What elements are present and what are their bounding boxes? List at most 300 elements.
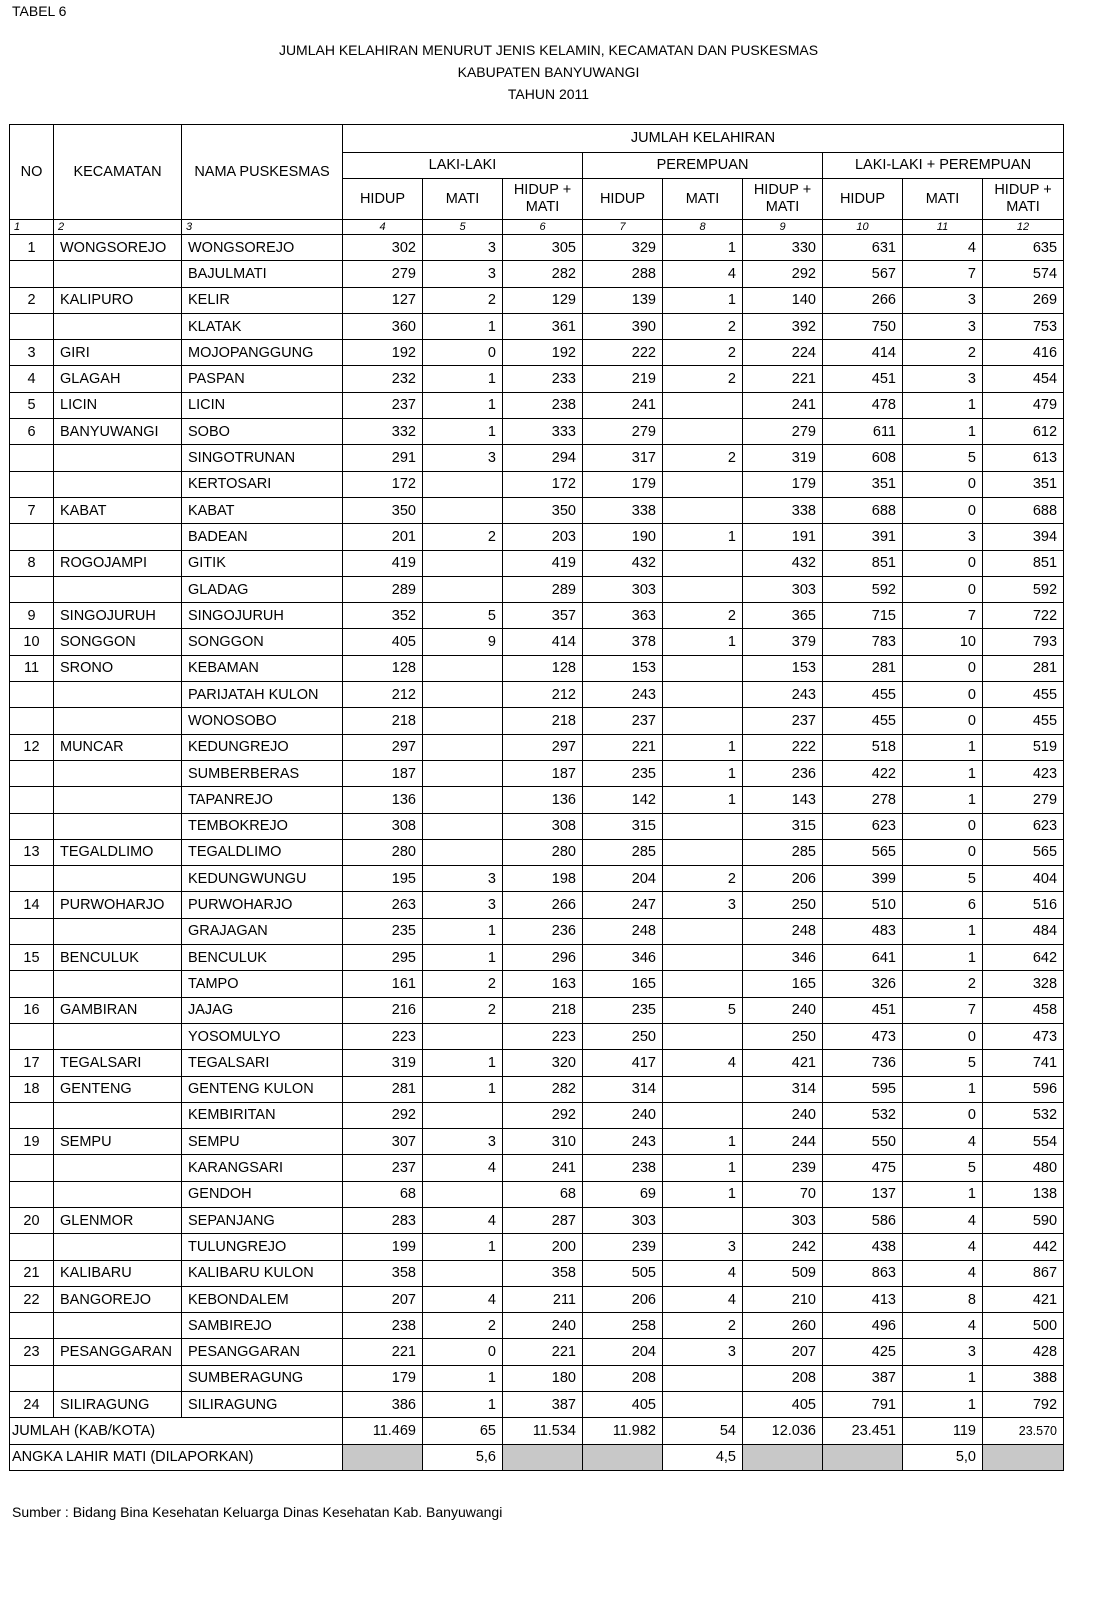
table-row	[10, 1181, 1064, 1207]
row-kecamatan	[54, 918, 182, 944]
row-value: 4	[663, 1286, 743, 1312]
row-value: 279	[343, 261, 423, 287]
row-value: 518	[823, 734, 903, 760]
row-value: 238	[583, 1155, 663, 1181]
row-value: 3	[903, 287, 983, 313]
table-row	[10, 839, 1064, 865]
row-puskesmas: WONGSOREJO	[182, 235, 343, 261]
row-value: 260	[743, 1313, 823, 1339]
row-value: 308	[343, 813, 423, 839]
row-value: 187	[343, 760, 423, 786]
row-kecamatan: KALIBARU	[54, 1260, 182, 1286]
column-number: 8	[663, 220, 743, 235]
row-puskesmas: JAJAG	[182, 997, 343, 1023]
row-value: 218	[503, 708, 583, 734]
row-value: 358	[343, 1260, 423, 1286]
row-value: 792	[983, 1392, 1064, 1418]
row-kecamatan: TEGALDLIMO	[54, 839, 182, 865]
row-value: 736	[823, 1050, 903, 1076]
row-puskesmas: SUMBERAGUNG	[182, 1365, 343, 1391]
table-row	[10, 655, 1064, 681]
row-value: 519	[983, 734, 1064, 760]
row-kecamatan: ROGOJAMPI	[54, 550, 182, 576]
header-hidup-mati: HIDUP + MATI	[743, 179, 823, 220]
row-puskesmas: KLATAK	[182, 313, 343, 339]
table-row	[10, 682, 1064, 708]
table-row	[10, 1313, 1064, 1339]
total-cell: 119	[903, 1418, 983, 1444]
row-value: 7	[903, 261, 983, 287]
row-value: 346	[743, 945, 823, 971]
row-value	[663, 419, 743, 445]
row-puskesmas: SAMBIREJO	[182, 1313, 343, 1339]
row-value: 378	[583, 629, 663, 655]
row-value: 4	[903, 1313, 983, 1339]
table-row	[10, 550, 1064, 576]
row-value: 269	[983, 287, 1064, 313]
empty-cell	[583, 1444, 663, 1470]
row-value: 163	[503, 971, 583, 997]
row-puskesmas: KELIR	[182, 287, 343, 313]
row-value	[423, 1023, 503, 1049]
row-value: 1	[663, 1129, 743, 1155]
row-value: 192	[343, 340, 423, 366]
row-value	[663, 550, 743, 576]
table-row	[10, 576, 1064, 602]
title-line-2: KABUPATEN BANYUWANGI	[457, 64, 640, 80]
row-value: 219	[583, 366, 663, 392]
row-value: 319	[343, 1050, 423, 1076]
row-value: 172	[503, 471, 583, 497]
row-value: 280	[503, 839, 583, 865]
row-value: 241	[503, 1155, 583, 1181]
row-value: 0	[903, 708, 983, 734]
table-row	[10, 813, 1064, 839]
row-value: 851	[983, 550, 1064, 576]
row-value: 3	[903, 366, 983, 392]
row-value: 510	[823, 892, 903, 918]
row-value: 0	[903, 576, 983, 602]
table-row	[10, 892, 1064, 918]
row-value: 128	[343, 655, 423, 681]
row-kecamatan	[54, 261, 182, 287]
row-value: 208	[743, 1365, 823, 1391]
row-value: 516	[983, 892, 1064, 918]
row-value: 68	[343, 1181, 423, 1207]
row-value: 2	[903, 340, 983, 366]
row-value: 3	[663, 1339, 743, 1365]
row-value: 753	[983, 313, 1064, 339]
row-value: 623	[823, 813, 903, 839]
row-value: 128	[503, 655, 583, 681]
row-puskesmas: GRAJAGAN	[182, 918, 343, 944]
row-value: 308	[503, 813, 583, 839]
row-value: 143	[743, 787, 823, 813]
row-value: 139	[583, 287, 663, 313]
column-number: 9	[743, 220, 823, 235]
row-value: 425	[823, 1339, 903, 1365]
row-no	[10, 813, 54, 839]
total-cell: 11.469	[343, 1418, 423, 1444]
row-value: 2	[423, 524, 503, 550]
table-row	[10, 708, 1064, 734]
title-line-1: JUMLAH KELAHIRAN MENURUT JENIS KELAMIN, KECAMATAN DAN PUSKESMAS	[278, 42, 819, 58]
row-value: 1	[423, 918, 503, 944]
row-value: 242	[743, 1234, 823, 1260]
row-value	[663, 655, 743, 681]
row-kecamatan: GLENMOR	[54, 1207, 182, 1233]
row-no: 1	[10, 235, 54, 261]
row-value: 394	[983, 524, 1064, 550]
header-hidup: HIDUP	[583, 179, 663, 220]
total-cell: 23.451	[823, 1418, 903, 1444]
row-value: 221	[743, 366, 823, 392]
row-value: 207	[743, 1339, 823, 1365]
row-value	[423, 550, 503, 576]
row-value: 574	[983, 261, 1064, 287]
row-kecamatan	[54, 524, 182, 550]
row-no: 22	[10, 1286, 54, 1312]
row-value: 4	[663, 261, 743, 287]
table-row	[10, 945, 1064, 971]
row-value: 386	[343, 1392, 423, 1418]
row-value: 1	[423, 1050, 503, 1076]
row-value: 479	[983, 392, 1064, 418]
row-value	[663, 708, 743, 734]
row-kecamatan: BENCULUK	[54, 945, 182, 971]
row-value: 352	[343, 603, 423, 629]
row-value: 361	[503, 313, 583, 339]
row-value: 554	[983, 1129, 1064, 1155]
row-value: 70	[743, 1181, 823, 1207]
row-value: 329	[583, 235, 663, 261]
row-value: 404	[983, 866, 1064, 892]
row-value: 129	[503, 287, 583, 313]
row-value: 297	[343, 734, 423, 760]
row-value	[663, 1102, 743, 1128]
row-puskesmas: KEDUNGREJO	[182, 734, 343, 760]
row-value: 793	[983, 629, 1064, 655]
row-value: 454	[983, 366, 1064, 392]
row-value	[423, 1102, 503, 1128]
row-value: 405	[583, 1392, 663, 1418]
row-value: 240	[503, 1313, 583, 1339]
row-value: 287	[503, 1207, 583, 1233]
row-value: 863	[823, 1260, 903, 1286]
column-number: 6	[503, 220, 583, 235]
row-kecamatan: SEMPU	[54, 1129, 182, 1155]
row-value: 422	[823, 760, 903, 786]
row-puskesmas: SEPANJANG	[182, 1207, 343, 1233]
row-value: 451	[823, 366, 903, 392]
row-value: 592	[823, 576, 903, 602]
row-value: 281	[823, 655, 903, 681]
row-value: 1	[423, 419, 503, 445]
row-kecamatan	[54, 866, 182, 892]
row-value	[663, 918, 743, 944]
row-kecamatan	[54, 1313, 182, 1339]
total-cell: 65	[423, 1418, 503, 1444]
row-value: 4	[903, 1260, 983, 1286]
row-value: 191	[743, 524, 823, 550]
row-value: 390	[583, 313, 663, 339]
row-kecamatan	[54, 1181, 182, 1207]
table-row	[10, 419, 1064, 445]
total-row	[10, 1418, 1064, 1444]
table-row	[10, 1234, 1064, 1260]
table-row	[10, 340, 1064, 366]
row-value: 3	[423, 445, 503, 471]
row-value: 7	[903, 997, 983, 1023]
row-value: 200	[503, 1234, 583, 1260]
row-value: 216	[343, 997, 423, 1023]
row-value: 417	[583, 1050, 663, 1076]
row-value: 3	[663, 892, 743, 918]
row-puskesmas: PESANGGARAN	[182, 1339, 343, 1365]
row-no	[10, 1181, 54, 1207]
row-value: 4	[903, 235, 983, 261]
row-value: 4	[903, 1129, 983, 1155]
header-hidup-mati: HIDUP + MATI	[503, 179, 583, 220]
row-no: 21	[10, 1260, 54, 1286]
row-value: 250	[743, 892, 823, 918]
header-mati: MATI	[423, 179, 503, 220]
row-value: 2	[663, 1313, 743, 1339]
row-value: 10	[903, 629, 983, 655]
row-value	[663, 471, 743, 497]
row-value: 741	[983, 1050, 1064, 1076]
row-puskesmas: SINGOTRUNAN	[182, 445, 343, 471]
row-value: 240	[743, 997, 823, 1023]
row-value: 387	[823, 1365, 903, 1391]
row-value: 1	[903, 760, 983, 786]
row-value: 3	[423, 235, 503, 261]
row-value: 239	[583, 1234, 663, 1260]
row-no: 6	[10, 419, 54, 445]
row-value	[423, 576, 503, 602]
header-jumlah-kelahiran: JUMLAH KELAHIRAN	[343, 125, 1064, 153]
row-kecamatan	[54, 1365, 182, 1391]
row-kecamatan: SRONO	[54, 655, 182, 681]
row-value: 358	[503, 1260, 583, 1286]
row-no	[10, 787, 54, 813]
row-puskesmas: KEBONDALEM	[182, 1286, 343, 1312]
title-line-3: TAHUN 2011	[507, 86, 590, 102]
row-value: 1	[663, 1155, 743, 1181]
row-value: 303	[583, 1207, 663, 1233]
row-value	[663, 1023, 743, 1049]
row-value: 455	[823, 682, 903, 708]
row-no	[10, 576, 54, 602]
row-value: 360	[343, 313, 423, 339]
table-row	[10, 1102, 1064, 1128]
empty-cell	[823, 1444, 903, 1470]
row-kecamatan: TEGALSARI	[54, 1050, 182, 1076]
row-value	[663, 839, 743, 865]
row-value: 315	[583, 813, 663, 839]
row-value: 279	[983, 787, 1064, 813]
row-value: 5	[903, 1155, 983, 1181]
row-value: 473	[823, 1023, 903, 1049]
row-puskesmas: YOSOMULYO	[182, 1023, 343, 1049]
row-value: 432	[583, 550, 663, 576]
row-value: 350	[503, 497, 583, 523]
stillbirth-row	[10, 1444, 1064, 1470]
row-value: 69	[583, 1181, 663, 1207]
row-value: 532	[823, 1102, 903, 1128]
row-value: 496	[823, 1313, 903, 1339]
table-row	[10, 1260, 1064, 1286]
row-puskesmas: SINGOJURUH	[182, 603, 343, 629]
row-kecamatan	[54, 787, 182, 813]
row-no: 11	[10, 655, 54, 681]
row-kecamatan	[54, 576, 182, 602]
row-no: 13	[10, 839, 54, 865]
row-value: 326	[823, 971, 903, 997]
row-value: 314	[583, 1076, 663, 1102]
column-number-row	[10, 220, 1064, 235]
row-value: 2	[663, 313, 743, 339]
header-laki-perempuan: LAKI-LAKI + PEREMPUAN	[823, 153, 1064, 179]
row-value: 0	[903, 655, 983, 681]
header-hidup: HIDUP	[343, 179, 423, 220]
column-number: 11	[903, 220, 983, 235]
row-value: 243	[583, 682, 663, 708]
row-no	[10, 261, 54, 287]
row-value: 292	[343, 1102, 423, 1128]
table-row	[10, 787, 1064, 813]
row-value: 4	[903, 1234, 983, 1260]
row-value: 4	[423, 1286, 503, 1312]
total-cell: 23.570	[983, 1418, 1064, 1444]
row-value: 631	[823, 235, 903, 261]
row-no	[10, 471, 54, 497]
row-value: 405	[343, 629, 423, 655]
row-value: 153	[583, 655, 663, 681]
row-value: 224	[743, 340, 823, 366]
row-value	[423, 1260, 503, 1286]
row-value: 642	[983, 945, 1064, 971]
row-puskesmas: GITIK	[182, 550, 343, 576]
row-value: 565	[983, 839, 1064, 865]
row-value: 596	[983, 1076, 1064, 1102]
row-value: 1	[903, 787, 983, 813]
row-value: 291	[343, 445, 423, 471]
row-value	[423, 682, 503, 708]
row-value: 221	[343, 1339, 423, 1365]
row-value: 142	[583, 787, 663, 813]
row-value	[423, 734, 503, 760]
row-value: 338	[583, 497, 663, 523]
row-no	[10, 445, 54, 471]
row-value: 198	[503, 866, 583, 892]
row-value: 320	[503, 1050, 583, 1076]
row-value: 243	[743, 682, 823, 708]
row-value: 239	[743, 1155, 823, 1181]
row-value: 222	[743, 734, 823, 760]
row-no	[10, 708, 54, 734]
table-row	[10, 497, 1064, 523]
row-value: 595	[823, 1076, 903, 1102]
row-puskesmas: SILIRAGUNG	[182, 1392, 343, 1418]
row-value: 4	[423, 1207, 503, 1233]
row-value: 218	[503, 997, 583, 1023]
row-value: 3	[423, 892, 503, 918]
row-kecamatan: KABAT	[54, 497, 182, 523]
birth-table	[9, 124, 1064, 1471]
column-number: 2	[54, 220, 182, 235]
row-value	[423, 839, 503, 865]
table-row	[10, 392, 1064, 418]
row-value: 136	[343, 787, 423, 813]
row-value: 608	[823, 445, 903, 471]
row-value: 791	[823, 1392, 903, 1418]
header-hidup-mati: HIDUP + MATI	[983, 179, 1064, 220]
row-kecamatan: PURWOHARJO	[54, 892, 182, 918]
row-value: 421	[983, 1286, 1064, 1312]
row-puskesmas: SONGGON	[182, 629, 343, 655]
row-value: 1	[903, 945, 983, 971]
row-value: 292	[503, 1102, 583, 1128]
row-value: 586	[823, 1207, 903, 1233]
row-value: 2	[663, 340, 743, 366]
row-puskesmas: TAMPO	[182, 971, 343, 997]
row-value: 180	[503, 1365, 583, 1391]
row-no: 9	[10, 603, 54, 629]
row-no: 24	[10, 1392, 54, 1418]
row-no	[10, 760, 54, 786]
row-value: 612	[983, 419, 1064, 445]
row-value: 281	[343, 1076, 423, 1102]
row-value: 399	[823, 866, 903, 892]
row-value	[663, 813, 743, 839]
row-value: 0	[903, 497, 983, 523]
row-value: 282	[503, 1076, 583, 1102]
row-value	[663, 497, 743, 523]
row-kecamatan: GLAGAH	[54, 366, 182, 392]
row-value: 442	[983, 1234, 1064, 1260]
row-kecamatan: SILIRAGUNG	[54, 1392, 182, 1418]
row-no	[10, 1102, 54, 1128]
column-number: 1	[10, 220, 54, 235]
row-no	[10, 524, 54, 550]
row-puskesmas: TEGALSARI	[182, 1050, 343, 1076]
header-mati: MATI	[903, 179, 983, 220]
stillbirth-perempuan: 4,5	[663, 1444, 743, 1470]
row-value: 365	[743, 603, 823, 629]
row-value: 187	[503, 760, 583, 786]
row-value: 222	[583, 340, 663, 366]
row-value: 867	[983, 1260, 1064, 1286]
row-value	[663, 392, 743, 418]
row-value: 1	[423, 1076, 503, 1102]
row-value: 289	[503, 576, 583, 602]
row-value: 338	[743, 497, 823, 523]
table-row	[10, 261, 1064, 287]
row-value	[423, 1181, 503, 1207]
row-value: 221	[583, 734, 663, 760]
row-value	[423, 497, 503, 523]
row-value: 3	[903, 1339, 983, 1365]
row-kecamatan	[54, 1023, 182, 1049]
row-value: 328	[983, 971, 1064, 997]
row-no: 18	[10, 1076, 54, 1102]
total-label: JUMLAH (KAB/KOTA)	[10, 1418, 343, 1444]
row-value: 3	[423, 261, 503, 287]
row-value: 1	[663, 760, 743, 786]
row-value: 332	[343, 419, 423, 445]
row-value: 179	[583, 471, 663, 497]
